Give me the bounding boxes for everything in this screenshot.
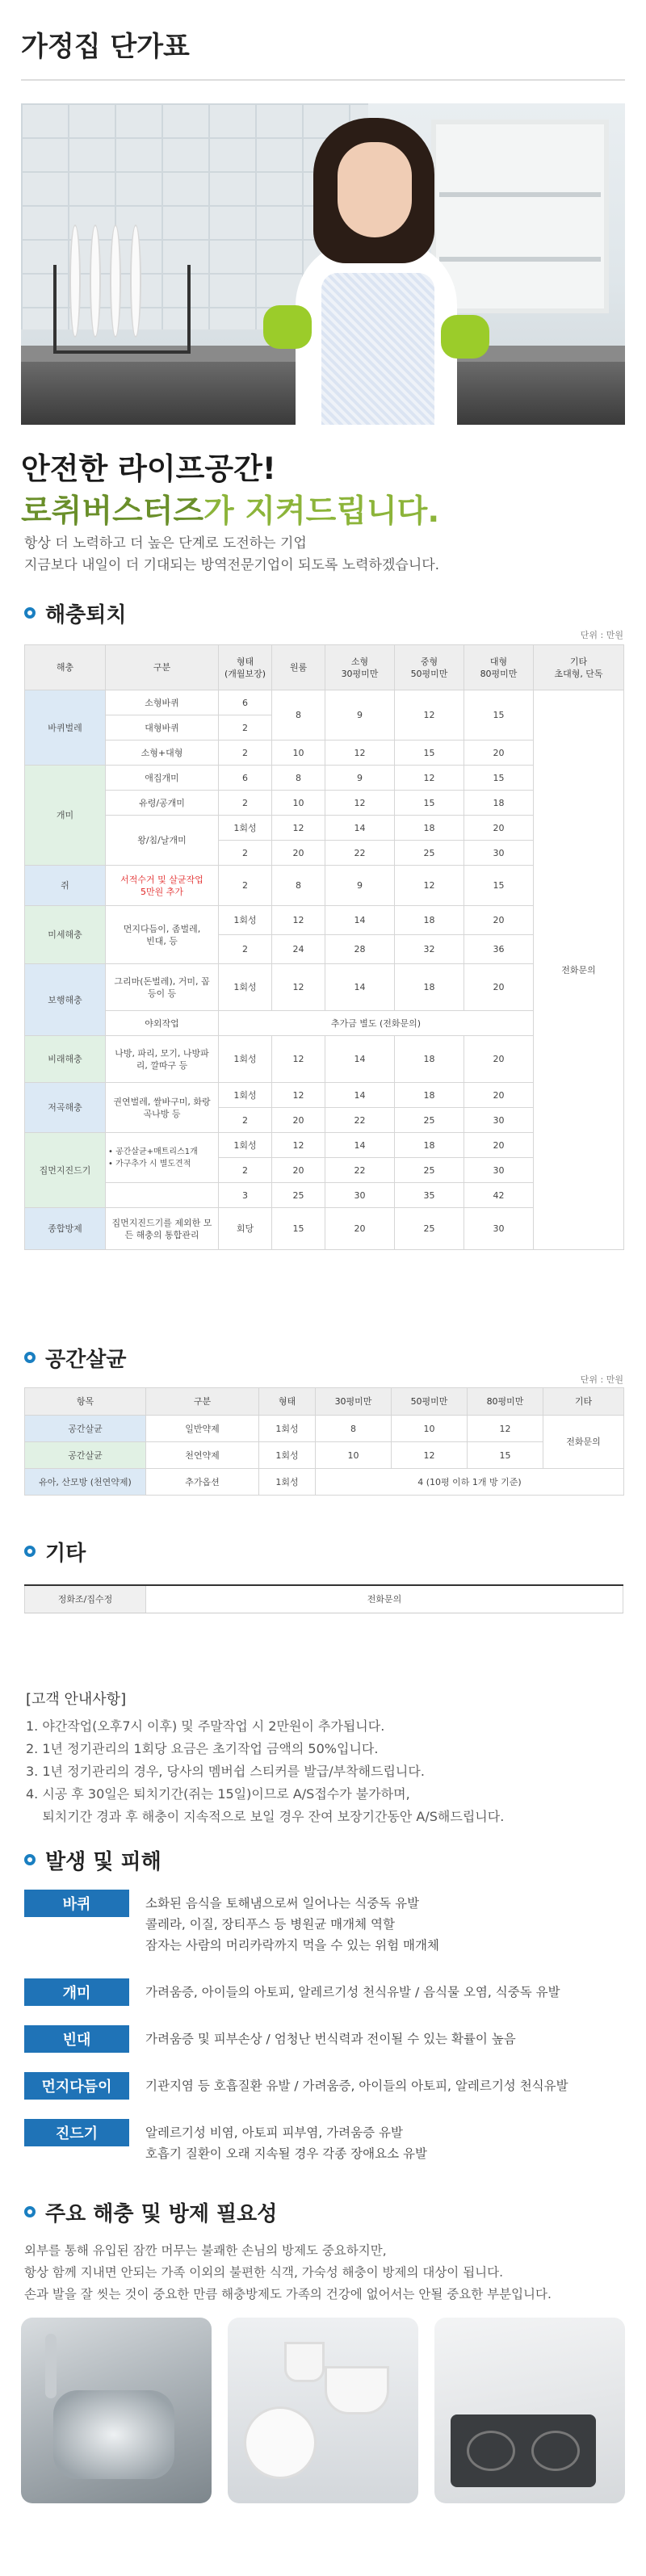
- table-row: 비래해충 나방, 파리, 모기, 나방파 리, 깔따구 등 1회성 12 14 18 20: [25, 1036, 624, 1083]
- table-row: 바퀴벌레 소형바퀴 6 8 9 12 15 전화문의: [25, 690, 624, 715]
- circle-bullet-icon: [24, 1854, 36, 1865]
- notice-list: 1. 야간작업(오후7시 이후) 및 주말작업 시 2만원이 추가됩니다. 2. 1년 정기관리의 1회당 요금은 초기작업 금액의 50%입니다. 3. 1년 정기관리의 경우, 당사의 멤버쉽 스티커를 발급/부착해드립니다. 4. 시공 후 30일은 퇴치기간(쥐는 15일)이므로 A/S접수가 불가하며, 퇴치기간 경과 후 해충이 지속적으로 보일 경우 잔여 보장기간동안 A/S해드립니다.: [26, 1718, 505, 1824]
- pest-cell: 보행해충: [25, 964, 106, 1036]
- notice-title: [고객 안내사항]: [26, 1691, 127, 1708]
- circle-bullet-icon: [24, 2206, 36, 2217]
- sink-photo: [21, 2318, 212, 2503]
- brand-tagline: 가 지켜드립니다.: [203, 493, 440, 530]
- pest-cell: 쥐: [25, 866, 106, 906]
- title-divider: [21, 79, 625, 81]
- brand-name: 로취버스터즈: [21, 493, 204, 530]
- table-row: 공간살균 천연약제 1회성 10 12 15: [25, 1442, 624, 1469]
- pest-cell: 바퀴벌레: [25, 690, 106, 766]
- section-header-need: 주요 해충 및 방제 필요성: [24, 2198, 277, 2226]
- header-kind: 구분: [106, 645, 219, 690]
- table-row: 미세해충 먼지다듬이, 좀벌레, 빈대, 등 1회성 12 14 18 20: [25, 906, 624, 935]
- damage-badge: 개미: [24, 1978, 129, 2006]
- damage-item: 바퀴 소화된 음식을 토해냄으로써 일어나는 식중독 유발 콜레라, 이질, 장티푸스 등 병원균 매개체 역할 잠자는 사람의 머리카락까지 먹을 수 있는 위험 매개체: [24, 1890, 439, 1956]
- table-row: 야외작업 추가금 별도 (전화문의): [25, 1011, 624, 1036]
- section-header-etc: 기타: [24, 1538, 86, 1565]
- table-row: 유아, 산모방 (천연약제) 추가옵션 1회성 4 (10평 이하 1개 방 기준): [25, 1469, 624, 1496]
- table-row: 2 20 22 25 30: [25, 1158, 624, 1183]
- hero-kitchen-image: [21, 103, 625, 425]
- etc-value: 전화문의: [146, 1585, 623, 1613]
- section-header-damage: 발생 및 피해: [24, 1846, 162, 1873]
- section-header-pest: 해충퇴치: [24, 599, 126, 627]
- table-row: 2 24 28 32 36: [25, 935, 624, 964]
- header-type: 형태 (개월보장): [219, 645, 272, 690]
- pest-cell: 미세해충: [25, 906, 106, 964]
- etc-phone-inquiry: 전화문의: [534, 690, 624, 1250]
- table-row: 종합방제 집먼지진드기를 제외한 모 든 해충의 통합관리 회당 15 20 25 30: [25, 1208, 624, 1250]
- damage-item: 빈대 가려움증 및 피부손상 / 엄청난 번식력과 전이될 수 있는 확률이 높음: [24, 2025, 516, 2053]
- table-row: 소형+대형 2 10 12 15 20: [25, 740, 624, 766]
- table-row: 개미 애집개미 6 8 9 12 15: [25, 766, 624, 791]
- table-row: 저곡해충 권연벌레, 쌀바구미, 화랑 곡나방 등 1회성 12 14 18 20: [25, 1083, 624, 1108]
- circle-bullet-icon: [24, 1352, 36, 1363]
- table-row: 공간살균 일반약제 1회성 8 10 12 전화문의: [25, 1416, 624, 1442]
- intro-text: 항상 더 노력하고 더 높은 단계로 도전하는 기업 지금보다 내일이 더 기대되는 방역전문기업이 되도록 노력하겠습니다.: [24, 535, 440, 573]
- table-row: 2 20 22 25 30: [25, 1108, 624, 1133]
- header-small: 소형 30평미만: [325, 645, 395, 690]
- circle-bullet-icon: [24, 607, 36, 619]
- circle-bullet-icon: [24, 1546, 36, 1557]
- pest-cell: 비래해충: [25, 1036, 106, 1083]
- damage-badge: 먼지다듬이: [24, 2072, 129, 2100]
- damage-item: 먼지다듬이 기관지염 등 호흡질환 유발 / 가려움증, 아이들의 아토피, 알레르기성 천식유발: [24, 2072, 568, 2100]
- slogan-headline: 안전한 라이프공간!: [21, 451, 276, 486]
- table-row: 대형바퀴 2: [25, 715, 624, 740]
- damage-item: 진드기 알레르기성 비염, 아토피 피부염, 가려움증 유발 호흡기 질환이 오래 지속될 경우 각종 장애요소 유발: [24, 2119, 427, 2164]
- pest-cell: 종합방제: [25, 1208, 106, 1250]
- header-pest: 해충: [25, 645, 106, 690]
- table-row: 유령/공개미 2 10 12 15 18: [25, 791, 624, 816]
- etc-key: 정화조/집수정: [25, 1585, 146, 1613]
- page-title: 가정집 단가표: [21, 31, 190, 63]
- section-header-sterilize: 공간살균: [24, 1344, 126, 1371]
- table-row: 쥐 서적수거 및 살균작업 5만원 추가 2 8 9 12 15: [25, 866, 624, 906]
- table-row: 3 25 30 35 42: [25, 1183, 624, 1208]
- damage-badge: 빈대: [24, 2025, 129, 2053]
- unit-label: 단위 : 만원: [580, 1374, 623, 1385]
- etc-table: [24, 1584, 623, 1613]
- pest-price-table: [24, 644, 624, 1250]
- damage-badge: 진드기: [24, 2119, 129, 2146]
- dishes-photo: [228, 2318, 418, 2503]
- damage-item: 개미 가려움증, 아이들의 아토피, 알레르기성 천식유발 / 음식물 오염, 식중독 유발: [24, 1978, 560, 2006]
- damage-badge: 바퀴: [24, 1890, 129, 1917]
- sterilize-price-table: 항목 구분 형태 30평미만 50평미만 80평미만 기타 공간살균 일반약제 1회성 8 10 12 전화문의 공간살균 천연약제 1회성 10 12 15 유아, 산모방 (천연약제) 추가옵션 1회성 4 (10평 이하 1개 방 기준): [24, 1387, 624, 1496]
- header-medium: 중형 50평미만: [395, 645, 464, 690]
- table-row: 집먼지진드기 • 공간살균+매트리스1개 • 가구추가 시 별도견적 1회성 12 14 18 20: [25, 1133, 624, 1158]
- pest-cell: 개미: [25, 766, 106, 866]
- pest-cell: 집먼지진드기: [25, 1133, 106, 1208]
- table-row: 왕/침/날개미 1회성 12 14 18 20: [25, 816, 624, 841]
- table-row: 보행해충 그리마(돈벌레), 거미, 꼽 등이 등 1회성 12 14 18 20: [25, 964, 624, 1011]
- slogan-brand-line: [21, 486, 439, 531]
- header-etc: 기타 초대형, 단독: [534, 645, 624, 690]
- pest-cell: 저곡해충: [25, 1083, 106, 1133]
- header-large: 대형 80평미만: [464, 645, 534, 690]
- table-row: 2 20 22 25 30: [25, 841, 624, 866]
- kitchen-counter-photo: [434, 2318, 625, 2503]
- unit-label: 단위 : 만원: [580, 630, 623, 640]
- need-text: 외부를 통해 유입된 잠깐 머무는 불쾌한 손님의 방제도 중요하지만, 항상 함께 지내면 안되는 가족 이외의 불편한 식객, 가숙성 해충이 방제의 대상이 됩니다. 손과 발을 잘 씻는 것이 중요한 만큼 해충방제도 가족의 건강에 없어서는 안될 중요한 부분입니다.: [24, 2243, 552, 2301]
- header-oneroom: 원룸: [272, 645, 325, 690]
